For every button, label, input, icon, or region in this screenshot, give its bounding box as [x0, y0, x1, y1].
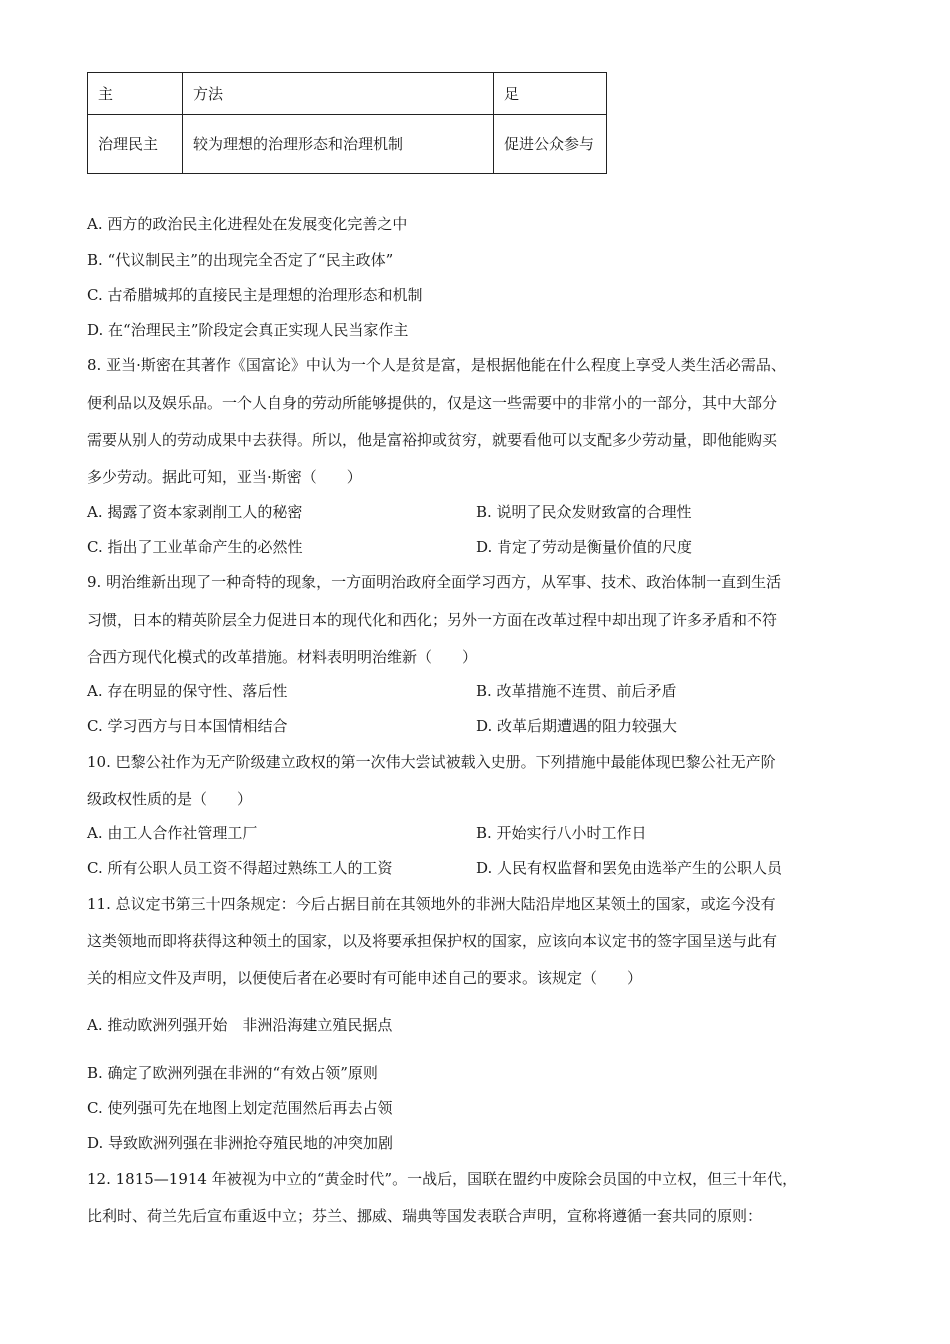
q9-stem-line: 习惯，日本的精英阶层全力促进日本的现代化和西化；另外一方面在改革过程中却出现了许多矛盾和不符	[87, 611, 778, 629]
comparison-table-fragment	[87, 72, 607, 174]
q8-stem-line: 便利品以及娱乐品。一个人自身的劳动所能够提供的，仅是这一些需要中的非常小的一部分，其中大部分	[87, 394, 778, 412]
q8-stem-line: 8. 亚当·斯密在其著作《国富论》中认为一个人是贫是富，是根据他能在什么程度上享受人类生活必需品、	[87, 356, 786, 374]
q8-option-d: D. 肯定了劳动是衡量价值的尺度	[476, 538, 693, 556]
table-cell: 主	[88, 73, 183, 115]
q11-option-c: C. 使列强可先在地图上划定范围然后再去占领	[87, 1099, 393, 1117]
q8-option-a: A. 揭露了资本家剥削工人的秘密	[87, 503, 303, 521]
q11-option-a: A. 推动欧洲列强开始 非洲沿海建立殖民据点	[87, 1016, 393, 1034]
table-cell: 较为理想的治理形态和治理机制	[183, 115, 494, 174]
table-cell: 足	[494, 73, 607, 115]
q11-stem-line: 11. 总议定书第三十四条规定：今后占据目前在其领地外的非洲大陆沿岸地区某领土的国家，或迄今没有	[87, 895, 776, 913]
table-row	[88, 115, 607, 174]
q7-option-a: A. 西方的政治民主化进程处在发展变化完善之中	[87, 215, 408, 233]
q10-option-c: C. 所有公职人员工资不得超过熟练工人的工资	[87, 859, 393, 877]
q9-option-b: B. 改革措施不连贯、前后矛盾	[476, 682, 677, 700]
q10-option-d: D. 人民有权监督和罢免由选举产生的公职人员	[476, 859, 783, 877]
table-row	[88, 73, 607, 115]
q9-option-a: A. 存在明显的保守性、落后性	[87, 682, 288, 700]
q10-stem-line: 级政权性质的是（ ）	[87, 790, 253, 808]
q8-option-c: C. 指出了工业革命产生的必然性	[87, 538, 303, 556]
q10-option-b: B. 开始实行八小时工作日	[476, 824, 647, 842]
q11-stem-line: 关的相应文件及声明，以便使后者在必要时有可能申述自己的要求。该规定（ ）	[87, 969, 643, 987]
table-cell	[494, 115, 607, 174]
q9-stem-line: 合西方现代化模式的改革措施。材料表明明治维新（ ）	[87, 648, 478, 666]
q7-option-b: B. “代议制民主”的出现完全否定了“民主政体”	[87, 251, 394, 269]
q12-stem-line: 12. 1815—1914 年被视为中立的“黄金时代”。一战后，国联在盟约中废除会员国的中立权，但三十年代，	[87, 1170, 798, 1188]
q8-stem-line: 多少劳动。据此可知，亚当·斯密（ ）	[87, 468, 362, 486]
table-cell: 治理民主	[88, 115, 183, 174]
q10-stem-line: 10. 巴黎公社作为无产阶级建立政权的第一次伟大尝试被载入史册。下列措施中最能体现巴黎公社无产阶	[87, 753, 776, 771]
q11-option-b: B. 确定了欧洲列强在非洲的“有效占领”原则	[87, 1064, 378, 1082]
q9-option-d: D. 改革后期遭遇的阻力较强大	[476, 717, 678, 735]
table-cell-text: 促进公众参与	[504, 135, 595, 153]
q8-stem-line: 需要从别人的劳动成果中去获得。所以，他是富裕抑或贫穷，就要看他可以支配多少劳动量，即他能购买	[87, 431, 778, 449]
q10-option-a: A. 由工人合作社管理工厂	[87, 824, 258, 842]
q8-option-b: B. 说明了民众发财致富的合理性	[476, 503, 692, 521]
q9-option-c: C. 学习西方与日本国情相结合	[87, 717, 288, 735]
table-cell: 方法	[183, 73, 494, 115]
q7-option-c: C. 古希腊城邦的直接民主是理想的治理形态和机制	[87, 286, 423, 304]
q11-stem-line: 这类领地而即将获得这种领土的国家，以及将要承担保护权的国家，应该向本议定书的签字国呈送与此有	[87, 932, 778, 950]
q12-stem-line: 比利时、荷兰先后宣布重返中立；芬兰、挪威、瑞典等国发表联合声明，宣称将遵循一套共同的原则：	[87, 1207, 763, 1225]
q9-stem-line: 9. 明治维新出现了一种奇特的现象，一方面明治政府全面学习西方，从军事、技术、政治体制一直到生活	[87, 573, 782, 591]
q11-option-d: D. 导致欧洲列强在非洲抢夺殖民地的冲突加剧	[87, 1134, 394, 1152]
q7-option-d: D. 在“治理民主”阶段定会真正实现人民当家作主	[87, 321, 409, 339]
